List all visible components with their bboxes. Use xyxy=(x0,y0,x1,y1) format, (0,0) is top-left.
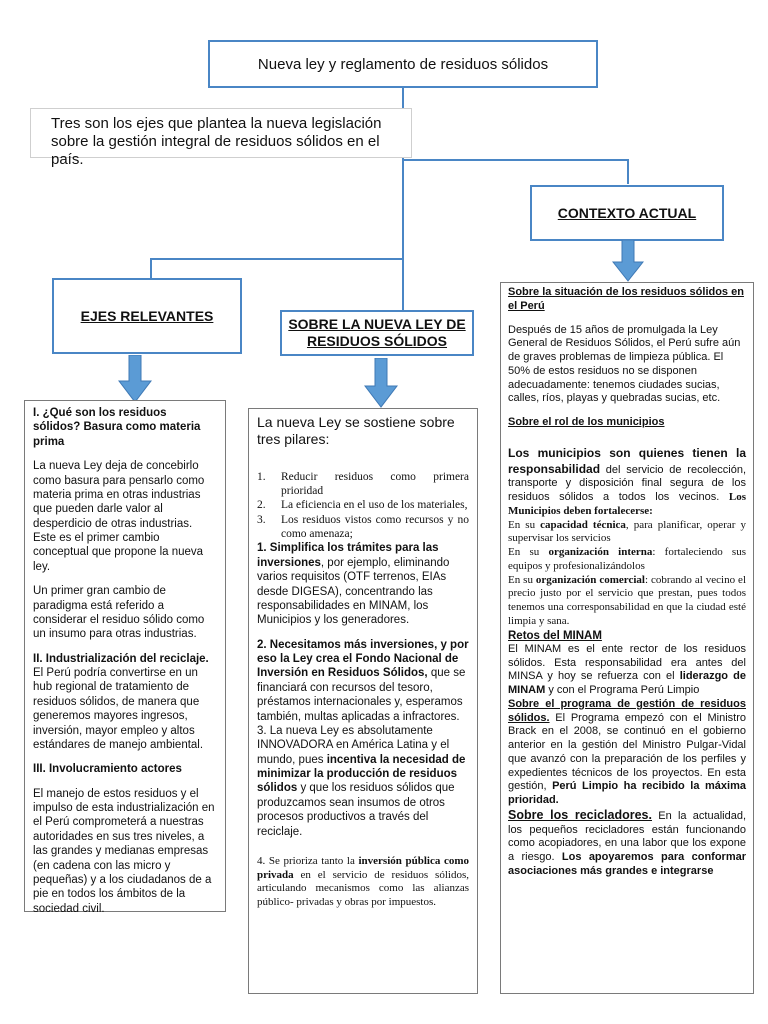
contexto-content-box xyxy=(500,282,754,994)
connector-line xyxy=(150,258,404,260)
nueva-ley-content-box xyxy=(248,408,478,994)
connector-line xyxy=(404,159,628,161)
arrow-down-icon xyxy=(118,355,152,403)
arrow-down-icon xyxy=(364,358,398,408)
ley-point-1: 1. Simplifica los trámites para las inversiones, por ejemplo, eliminando varios requisitos (OTF terrenos, EIAs desde DIGESA), concentrando las responsabilidades en MINAM, los Municipios y los generadores. xyxy=(257,542,450,627)
ejes-content-box xyxy=(24,400,226,915)
ejes-section-1-p1: La nueva Ley deja de concebirlo como basura para pensarlo como materia prima en otras industrias que pueden darle valor al desperdicio de otras industrias. Este es el primer cambio conceptual que propone la nueva ley. xyxy=(33,460,205,573)
contexto-org-interna: En su organización interna: fortaleciendo sus equipos y profesionalizándolos xyxy=(508,546,746,572)
ley-point-3: 3. La nueva Ley es absolutamente INNOVADORA en América Latina y el mundo, pues incentiva la necesidad de minimizar la producción de residuos sólidos y que los residuos sólidos que produzcamos sean insumos de otros procesos productivos a través del reciclaje. xyxy=(257,724,466,838)
nueva-ley-heading-box xyxy=(280,310,474,356)
ejes-heading: EJES RELEVANTES xyxy=(80,308,214,324)
ley-point-2: 2. Necesitamos más inversiones, y por eso la Ley crea el Fondo Nacional de Inversión en Residuos Sólidos, que se financiará con recursos del tesoro, préstamos internacionales y, esperamos también, multas aplicadas a infractores. xyxy=(257,638,469,723)
list-item: 3. Los residuos vistos como recursos y no como amenaza; xyxy=(257,513,469,541)
connector-line xyxy=(627,159,629,184)
ejes-heading-box xyxy=(52,278,242,354)
intro-box xyxy=(30,108,412,168)
list-item: 2. La eficiencia en el uso de los materiales, xyxy=(257,499,468,512)
contexto-recicladores: Sobre los recicladores. En la actualidad, los pequeños recicladores están funcionando como acopiadores, en una labor que los expone a riesgo. Los apoyaremos para conformar asociaciones más grandes e integrarse xyxy=(508,807,747,877)
ejes-section-3-title: III. Involucramiento actores xyxy=(33,763,182,776)
main-title: Nueva ley y reglamento de residuos sólidos xyxy=(257,55,549,73)
contexto-s2-body: Los municipios son quienes tienen la responsabilidad del servicio de recolección, transporte y disposición final segura de los residuos sólidos a todos los vecinos. Los Municipios deben fortalecerse: xyxy=(508,445,746,517)
ejes-section-3-body: El manejo de estos residuos y el impulso de esta industrialización en el Perú comprometerá a nuestras autoridades en sus tres niveles, a las grandes y medianas empresas (en cadena con las micro y pequeñas) y a los ciudadanos de a pie en todos los ámbitos de la sociedad civil. xyxy=(33,787,215,915)
contexto-heading: CONTEXTO ACTUAL xyxy=(557,205,697,221)
nueva-ley-heading: SOBRE LA NUEVA LEY DE RESIDUOS SÓLIDOS xyxy=(288,316,466,349)
ejes-section-2-body: El Perú podría convertirse en un hub regional de tratamiento de residuos sólidos, de manera que generemos mayores ingresos, inversión, mayor empleo y altos estándares de manejo ambiental. xyxy=(33,667,204,751)
ley-point-4: 4. Se prioriza tanto la inversión pública como privada en el servicio de residuos sólidos, articulando mecanismos como las alianzas público- privadas y obras por impuestos. xyxy=(257,854,469,909)
list-item: 1. Reducir residuos como primera prioridad xyxy=(257,470,469,497)
contexto-s1-body: Después de 15 años de promulgada la Ley General de Residuos Sólidos, el Perú sufre aún de graves problemas de limpieza pública. El 50% de estos residuos no se disponen adecuadamente: tenemos ciudades sucias, calles, ríos, playas y quebradas sucias, etc. xyxy=(508,323,741,405)
connector-line xyxy=(150,258,152,278)
arrow-down-icon xyxy=(612,240,644,282)
contexto-retos-body: El MINAM es el ente rector de los residuos sólidos. Esta responsabilidad era antes del MINSA y hoy se refuerza con el liderazgo de MINAM y con el Programa Perú Limpio xyxy=(508,642,746,697)
contexto-retos-title: Retos del MINAM xyxy=(508,629,602,642)
main-title-box xyxy=(208,40,598,88)
ley-lead: La nueva Ley se sostiene sobre tres pilares: xyxy=(257,414,455,447)
contexto-s2-title: Sobre el rol de los municipios xyxy=(508,416,665,428)
contexto-org-comercial: En su organización comercial: cobrando al vecino el precio justo por el servicio que prestan, pues todos tenemos una corresponsabilidad en que la ciudad esté limpia y sana. xyxy=(508,573,746,627)
ley-pillars-list xyxy=(257,470,469,542)
contexto-programa: Sobre el programa de gestión de residuos sólidos. El Programa empezó con el Ministro Brack en el 2008, se continuó en el gobierno anterior en la gestión del Ministro Pulgar-Vidal que avanzó con la preparación de los perfiles y expedientes técnicos de los proyectos. En esta gestión, Perú Limpio ha recibido la máxima prioridad. xyxy=(508,697,746,807)
ejes-section-2 xyxy=(33,652,217,753)
contexto-heading-box xyxy=(530,185,724,241)
ejes-section-2-title: II. Industrialización del reciclaje. xyxy=(33,652,209,665)
contexto-s1-title: Sobre la situación de los residuos sólidos en el Perú xyxy=(508,286,744,312)
ejes-section-1-title: I. ¿Qué son los residuos sólidos? Basura como materia prima xyxy=(33,407,201,448)
intro-text: Tres son los ejes que plantea la nueva legislación sobre la gestión integral de residuos sólidos en el país. xyxy=(51,115,382,168)
ejes-section-1-p2: Un primer gran cambio de paradigma está referido a considerar el residuo sólido como un insumo para otras industrias. xyxy=(33,585,205,641)
connector-line xyxy=(402,160,404,310)
contexto-cap-tecnica: En su capacidad técnica, para planificar, operar y supervisar los servicios xyxy=(508,518,746,545)
